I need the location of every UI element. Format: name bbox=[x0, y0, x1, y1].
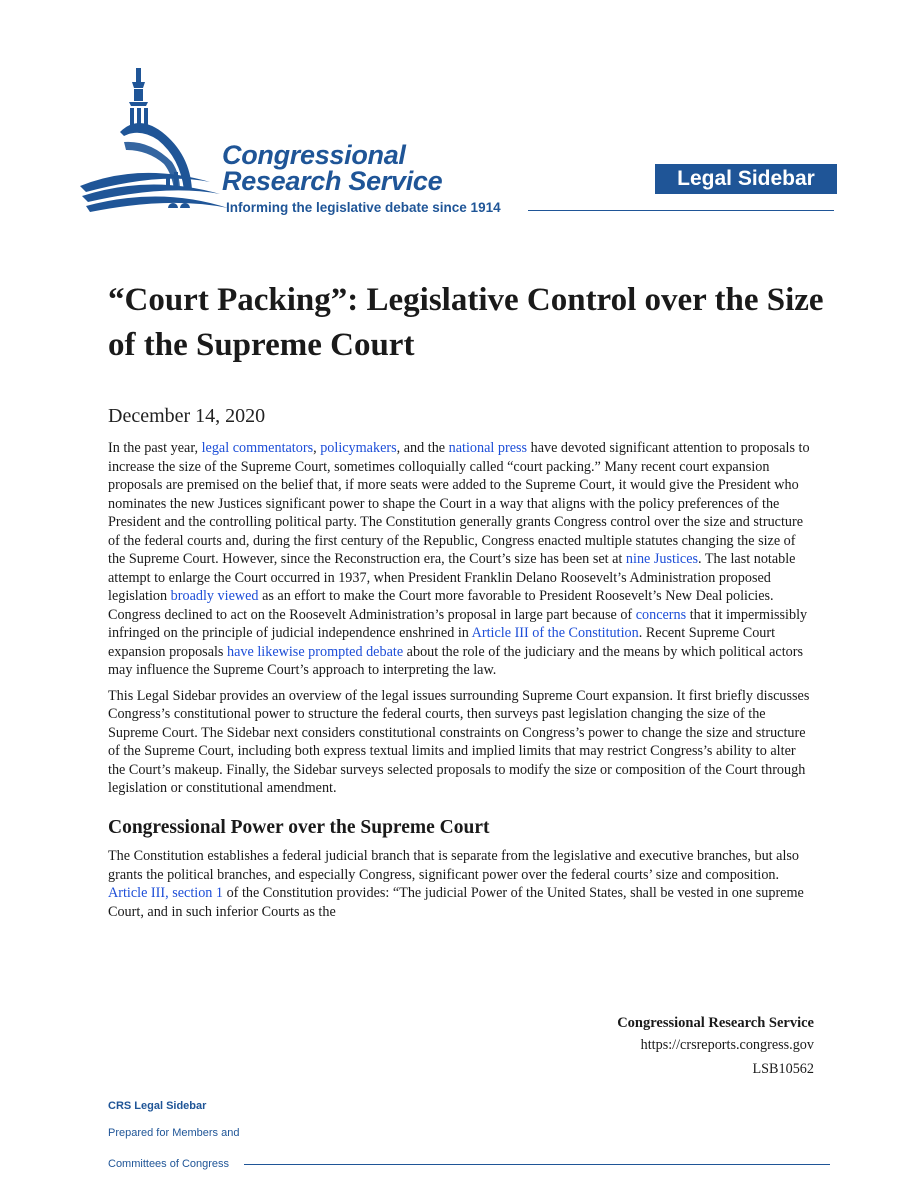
link-concerns[interactable]: concerns bbox=[635, 606, 687, 623]
source-block bbox=[617, 1013, 814, 1081]
header-divider bbox=[528, 210, 834, 211]
capitol-dome-logo-icon bbox=[80, 62, 230, 222]
section-heading: Congressional Power over the Supreme Court bbox=[108, 816, 490, 838]
organization-name-line1: Congressional bbox=[222, 140, 406, 170]
link-article-iii-section-1[interactable]: Article III, section 1 bbox=[108, 885, 224, 901]
source-organization: Congressional Research Service bbox=[617, 1015, 814, 1031]
organization-tagline: Informing the legislative debate since 1914 bbox=[226, 200, 501, 215]
source-url[interactable]: https://crsreports.congress.gov bbox=[640, 1037, 814, 1053]
text-run: . The last notable attempt to enlarge the Court occurred in 1937, when President Franklin Delano Roosevelt’s Administration proposed legislation bbox=[108, 551, 796, 604]
report-code: LSB10562 bbox=[752, 1061, 814, 1077]
link-prompted-debate[interactable]: have likewise prompted debate bbox=[227, 643, 404, 660]
text-run: The Constitution establishes a federal judicial branch that is separate from the legislative and executive branches, but also grants the political branches, and especially Congress, significant power over the federal courts’ size and composition. bbox=[108, 848, 800, 883]
text-run: In the past year, bbox=[108, 440, 202, 456]
organization-name bbox=[222, 142, 442, 194]
text-run: that it impermissibly infringed on the principle of judicial independence enshrined in bbox=[108, 606, 808, 641]
paragraph-intro bbox=[108, 439, 814, 680]
document-body bbox=[108, 439, 814, 928]
footer-divider bbox=[244, 1164, 830, 1165]
link-legal-commentators[interactable]: legal commentators bbox=[201, 440, 314, 456]
text-run: of the Constitution provides: “The judicial Power of the United States, shall be vested in one supreme Court, and in such inferior Courts as the bbox=[108, 885, 804, 920]
text-run: as an effort to make the Court more favorable to President Roosevelt’s New Deal policies. Congress declined to act on the Roosevelt Administration’s proposal in large part because of bbox=[108, 588, 774, 623]
footer-committees: Committees of Congress bbox=[108, 1158, 230, 1170]
link-article-iii[interactable]: Article III of the Constitution bbox=[471, 625, 639, 641]
paragraph-congressional-power bbox=[108, 847, 814, 921]
link-broadly-viewed[interactable]: broadly viewed bbox=[170, 588, 259, 604]
link-national-press[interactable]: national press bbox=[448, 440, 528, 456]
text-run: about the role of the judiciary and the means by which political actors may influence the Supreme Court’s approach to interpreting the law. bbox=[108, 643, 804, 678]
text-run: . Recent Supreme Court expansion proposals bbox=[108, 625, 776, 660]
text-run: have devoted significant attention to proposals to increase the size of the Supreme Court, sometimes colloquially called “court packing.” Many recent court expansion proposals are premised on the belief that, if more seats were added to the Supreme Court, it would give the President who nominates the new Justices significant power to shape the Court in a way that aligns with the policy preferences of the President and the controlling political party. The Constitution generally grants Congress control over the size and structure of the federal courts and, during the first century of the Republic, Congress enacted multiple statutes changing the size of the Supreme Court. However, since the Reconstruction era, the Court’s size has been set at bbox=[108, 440, 810, 567]
document-title: “Court Packing”: Legislative Control over the Size of the Supreme Court bbox=[108, 282, 824, 363]
link-nine-justices[interactable]: nine Justices bbox=[625, 551, 699, 567]
paragraph-overview: This Legal Sidebar provides an overview of the legal issues surrounding Supreme Court expansion. It first briefly discusses Congress’s constitutional power to structure the federal courts, then surveys past legislation changing the size of the Supreme Court. The Sidebar next considers constitutional constraints on Congress’s power to change the size and structure of the Supreme Court, including both express textual limits and implied limits that may restrict Congress’s ability to alter the Court’s makeup. Finally, the Sidebar surveys selected proposals to modify the size or composition of the Court through legislation or constitutional amendment. bbox=[108, 687, 810, 796]
legal-sidebar-badge: Legal Sidebar bbox=[655, 164, 837, 194]
text-run: , bbox=[313, 440, 321, 456]
organization-name-line2: Research Service bbox=[222, 166, 443, 196]
footer-prepared-for: Prepared for Members and bbox=[108, 1127, 240, 1139]
footer-series: CRS Legal Sidebar bbox=[108, 1100, 207, 1112]
link-policymakers[interactable]: policymakers bbox=[320, 440, 397, 456]
text-run: , and the bbox=[396, 440, 449, 456]
publication-date: December 14, 2020 bbox=[108, 405, 266, 427]
